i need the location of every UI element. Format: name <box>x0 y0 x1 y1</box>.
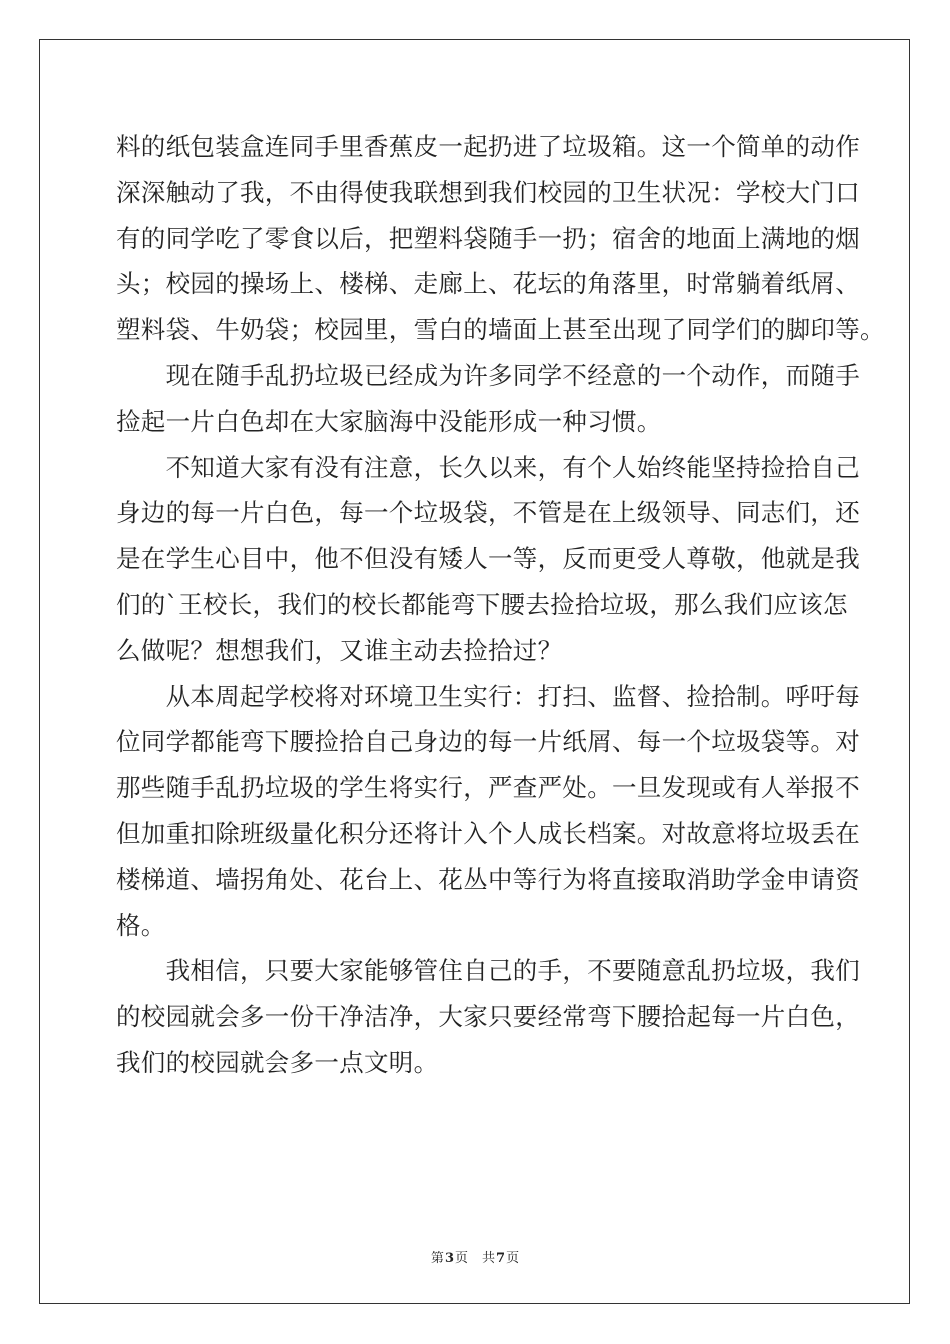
text-line: 料的纸包装盒连同手里香蕉皮一起扔进了垃圾箱。这一个简单的动作 <box>116 132 860 161</box>
document-body <box>116 124 885 1086</box>
page-number: 3 <box>444 1251 454 1266</box>
text-line: 我相信，只要大家能够管住自己的手，不要随意乱扔垃圾，我们 <box>116 956 860 986</box>
total-suffix: 页 <box>506 1251 520 1266</box>
page-prefix: 第 <box>430 1251 444 1266</box>
text-line: 捡起一片白色却在大家脑海中没能形成一种习惯。 <box>116 406 662 436</box>
text-line: 我们的校园就会多一点文明。 <box>116 1047 439 1077</box>
text-line: 但加重扣除班级量化积分还将计入个人成长档案。对故意将垃圾丢在 <box>116 818 860 848</box>
text-line: 身边的每一片白色，每一个垃圾袋，不管是在上级领导、同志们，还 <box>116 498 860 528</box>
text-line: 们的`王校长，我们的校长都能弯下腰去捡拾垃圾，那么我们应该怎 <box>116 589 848 619</box>
page-suffix: 页 <box>454 1251 468 1266</box>
page-footer <box>0 1247 950 1266</box>
text-line: 有的同学吃了零食以后，把塑料袋随手一扔；宿舍的地面上满地的烟 <box>116 223 860 253</box>
text-line: 不知道大家有没有注意，长久以来，有个人始终能坚持捡拾自己 <box>116 452 860 482</box>
text-line: 那些随手乱扔垃圾的学生将实行，严查严处。一旦发现或有人举报不 <box>116 773 860 803</box>
total-pages: 7 <box>496 1251 506 1266</box>
text-line: 塑料袋、牛奶袋；校园里，雪白的墙面上甚至出现了同学们的脚印等。 <box>116 315 885 345</box>
total-prefix: 共 <box>482 1251 496 1266</box>
text-line: 是在学生心目中，他不但没有矮人一等，反而更受人尊敬，他就是我 <box>116 544 860 574</box>
text-line: 头；校园的操场上、楼梯、走廊上、花坛的角落里，时常躺着纸屑、 <box>116 269 860 299</box>
text-line: 楼梯道、墙拐角处、花台上、花丛中等行为将直接取消助学金申请资 <box>116 864 860 894</box>
text-line: 深深触动了我，不由得使我联想到我们校园的卫生状况：学校大门口 <box>116 177 860 207</box>
text-line: 从本周起学校将对环境卫生实行：打扫、监督、捡拾制。呼吁每 <box>116 681 860 711</box>
text-line: 么做呢？想想我们，又谁主动去捡拾过？ <box>116 635 563 665</box>
text-line: 的校园就会多一份干净洁净，大家只要经常弯下腰拾起每一片白色， <box>116 1002 860 1032</box>
text-line: 格。 <box>116 910 166 940</box>
text-line: 位同学都能弯下腰捡拾自己身边的每一片纸屑、每一个垃圾袋等。对 <box>116 727 860 757</box>
text-line: 现在随手乱扔垃圾已经成为许多同学不经意的一个动作，而随手 <box>116 360 860 390</box>
